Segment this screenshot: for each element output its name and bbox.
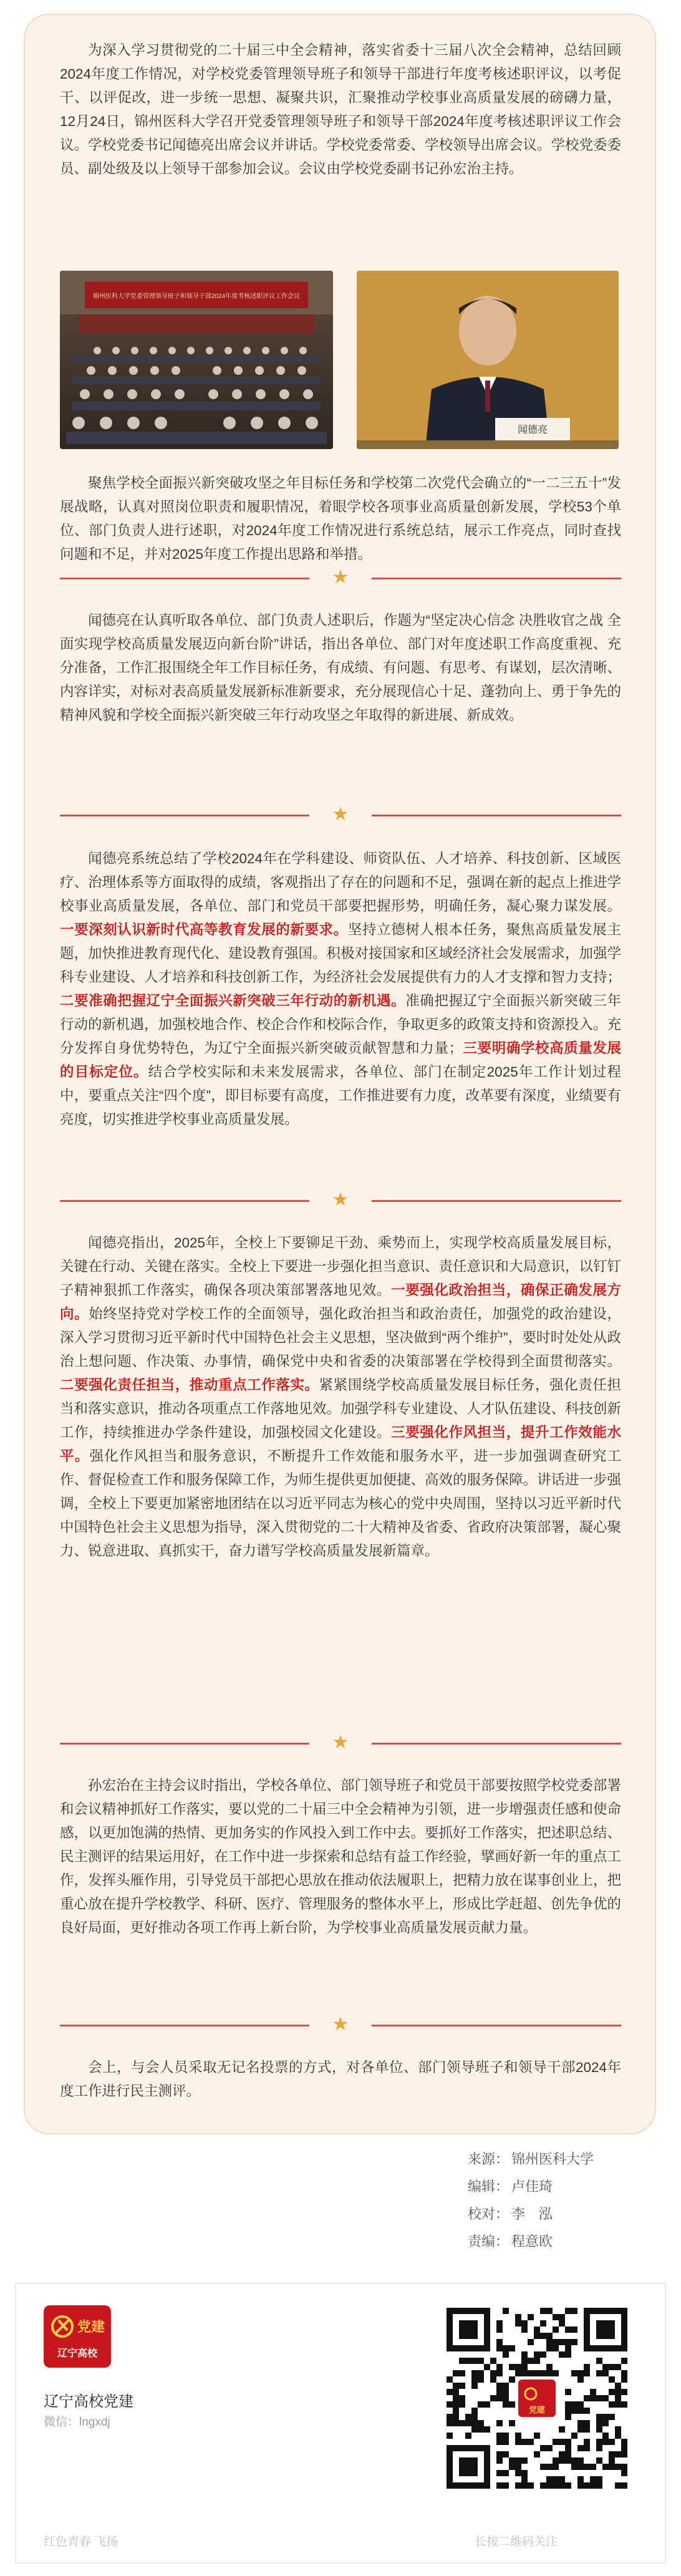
section-divider	[60, 566, 621, 588]
account-footer	[15, 2283, 666, 2564]
meeting-hall-photo	[60, 271, 333, 449]
section-divider	[60, 1731, 621, 1753]
key-point-2: 二要准确把握辽宁全面振兴新突破三年行动的新机遇。	[60, 993, 406, 1009]
paragraph-4-text-a: 闻德亮系统总结了学校2024年在学科建设、师资队伍、人才培养、科技创新、区域医疗、治理体系等方面取得的成绩，客观指出了存在的问题和不足，强调在新的起点上推进学校事业高质量发展，各单位、部门和党员干部要把握形势，明确任务，凝心聚力谋发展。	[60, 851, 622, 914]
section-divider	[60, 2013, 621, 2035]
star-icon: ★	[332, 803, 349, 825]
account-logo[interactable]	[44, 2305, 111, 2368]
paragraph-5-text-b: 始终坚持党对学校工作的全面领导，强化政治担当和政治责任，加强党的政治建设，深入学习贯彻习近平新时代中国特色社会主义思想，坚决做到“两个维护”，要时时处处从政治上想问题、作决策、办事情，确保党中央和省委的决策部署在学校得到全面贯彻落实。	[60, 1306, 621, 1369]
article-credits	[429, 2146, 641, 2255]
paragraph-4-text-c: 准确把握辽宁全面振兴新突破三年行动的新机遇，加强校地合作、校企合作和校际合作，争取更多的政策支持和资源投入。充分发挥自身优势特色，为辽宁全面振兴新突破贡献智慧和力量；	[60, 993, 622, 1056]
article-section-7	[60, 2056, 621, 2103]
key-point-4: 一要强化政治担当，确保正确发展方向。	[60, 1282, 621, 1322]
article-section-intro	[60, 39, 621, 181]
logo-line-1: 党建	[77, 2320, 105, 2335]
star-icon: ★	[332, 2013, 349, 2035]
article-section-2	[60, 472, 621, 566]
paragraph-5-text-c: 紧紧围绕学校高质量发展目标任务，强化责任担当和落实意识，推动各项重点工作落地见效。加强学科专业建设、人才队伍建设、科技创新工作，持续推进办学条件建设，加强校园文化建设。	[60, 1377, 622, 1440]
section-divider	[60, 1191, 621, 1210]
paragraph-6: 孙宏治在主持会议时指出，学校各单位、部门领导班子和党员干部要按照学校党委部署和会议精神抓好工作落实，要以党的二十届三中全会精神为引领，进一步增强责任感和使命感，以更加饱满的热情、更加务实的作风投入到工作中去。要抓好工作落实，把述职总结、民主测评的结果运用好，在工作中进一步探索和总结有益工作经验，擘画好新一年的重点工作，发挥头雁作用，引导党员干部把心思放在推动依法履职上，把精力放在谋事创业上，把重心放在提升学校教学、科研、医疗、管理服务的整体水平上，形成比学赶超、创先争优的良好局面，更好推动各项工作再上新台阶，为学校事业高质量发展贡献力量。	[60, 1778, 622, 1935]
paragraph-4-text-b: 坚持立德树人根本任务，聚焦高质量发展主题，加快推进教育现代化、建设教育强国。积极对接国家和区域经济社会发展需求，加强学科专业建设、人才培养和科技创新工作，为经济社会发展提供有力的人才支撑和智力支持；	[60, 922, 622, 985]
footer-slogan: 红色青春 飞扬	[44, 2535, 118, 2549]
star-icon: ★	[332, 1731, 349, 1753]
speaker-photo	[357, 271, 619, 449]
account-wechat-id: 微信：lngxdj	[44, 2416, 110, 2429]
logo-line-2: 辽宁高校	[57, 2347, 98, 2359]
paragraph-3: 闻德亮在认真听取各单位、部门负责人述职后，作题为“坚定决心信念 决胜收官之战 全面实现学校高质量发展迈向新台阶”讲话，指出各单位、部门对年度述职工作高度重视、充分准备，工作汇报围绕全年工作目标任务，有成绩、有问题、有思考、有谋划，层次清晰、内容详实，对标对表高质量发展新标准新要求，充分展现信心十足、蓬勃向上、勇于争先的精神风貌和学校全面振兴新突破三年行动攻坚之年取得的新进展、新成效。	[60, 613, 622, 723]
paragraph-5	[60, 1231, 621, 1563]
paragraph-7: 会上，与会人员采取无记名投票的方式，对各单位、部门领导班子和领导干部2024年度工作进行民主测评。	[60, 2060, 621, 2099]
account-name[interactable]: 辽宁高校党建	[44, 2393, 133, 2410]
paragraph-4-text-d: 结合学校实际和未来发展需求，各单位、部门在制定2025年工作计划过程中，要重点关注“四个度”，即目标要有高度，工作推进要有力度，改革要有深度，业绩要有亮度，切实推进学校事业高质量发展。	[60, 1064, 621, 1127]
star-icon: ★	[332, 566, 349, 588]
credit-editor: 编辑： 卢佳琦	[467, 2179, 553, 2194]
key-point-5: 二要强化责任担当，推动重点工作落实。	[60, 1377, 319, 1393]
article-section-4	[60, 847, 621, 1131]
speaker-illustration	[357, 271, 619, 449]
key-point-3: 三要明确学校高质量发展的目标定位。	[60, 1040, 621, 1080]
qr-code[interactable]	[440, 2302, 634, 2495]
article-section-6	[60, 1774, 621, 1940]
key-point-1: 一要深刻认识新时代高等教育发展的新要求。	[60, 922, 348, 937]
banner-text: 锦州医科大学党委管理领导班子和领导干部2024年度考核述职评议工作会议	[92, 293, 301, 300]
paragraph-5-text-a: 闻德亮指出，2025年，全校上下要铆足干劲、乘势而上，实现学校高质量发展目标，关键在行动、关键在落实。全校上下要进一步强化担当意识、责任意识和大局意识，以钉钉子精神狠抓工作落实，确保各项决策部署落地见效。	[60, 1235, 622, 1298]
nameplate-text: 闻德亮	[517, 425, 548, 435]
credit-source: 来源： 锦州医科大学	[467, 2151, 594, 2167]
key-point-6: 三要强化作风担当，提升工作效能水平。	[60, 1425, 621, 1464]
article-section-3	[60, 609, 621, 727]
paragraph-5-text-d: 强化作风担当和服务意识，不断提升工作效能和服务水平，进一步加强调查研究工作、督促检查工作和服务保障工作，为师生提供更加便捷、高效的服务保障。讲话进一步强调，全校上下要更加紧密地团结在以习近平同志为核心的党中央周围，坚持以习近平新时代中国特色社会主义思想为指导，深入贯彻党的二十大精神及省委、省政府决策部署，凝心聚力、锐意进取、真抓实干，奋力谱写学校高质量发展新篇章。	[60, 1448, 622, 1559]
paragraph-4	[60, 847, 621, 1131]
star-icon: ★	[332, 1189, 349, 1211]
credit-chief-editor: 责编： 程意欧	[467, 2234, 553, 2249]
paragraph-2: 聚焦学校全面振兴新突破攻坚之年目标任务和学校第二次党代会确立的“一二三五十”发展战略，认真对照岗位职责和履职情况，着眼学校各项事业高质量创新发展，学校53个单位、部门负责人进行述职，对2024年度工作情况进行系统总结，展示工作亮点，同时查找问题和不足，并对2025年度工作提出思路和举措。	[60, 475, 621, 562]
article-section-5	[60, 1231, 621, 1563]
qr-center-label: 党建	[528, 2406, 546, 2415]
credit-proofreader: 校对： 李 泓	[467, 2206, 553, 2222]
section-divider	[60, 803, 621, 825]
party-emblem-icon	[44, 2305, 111, 2368]
qr-code-graphic	[440, 2302, 634, 2495]
meeting-hall-illustration	[60, 271, 333, 449]
qr-hint: 长按二维码关注	[475, 2535, 558, 2549]
paragraph-intro: 为深入学习贯彻党的二十届三中全会精神，落实省委十三届八次全会精神，总结回顾2024年度工作情况，对学校党委管理领导班子和领导干部进行年度考核述职评议，以考促干、以评促改，进一步统一思想、凝聚共识，汇聚推动学校事业高质量发展的磅礴力量，12月24日，锦州医科大学召开党委管理领导班子和领导干部2024年度考核述职评议工作会议。学校党委书记闻德亮出席会议并讲话。学校党委常委、学校领导出席会议。学校党委委员、副处级及以上领导干部参加会议。会议由学校党委副书记孙宏治主持。	[60, 42, 622, 177]
